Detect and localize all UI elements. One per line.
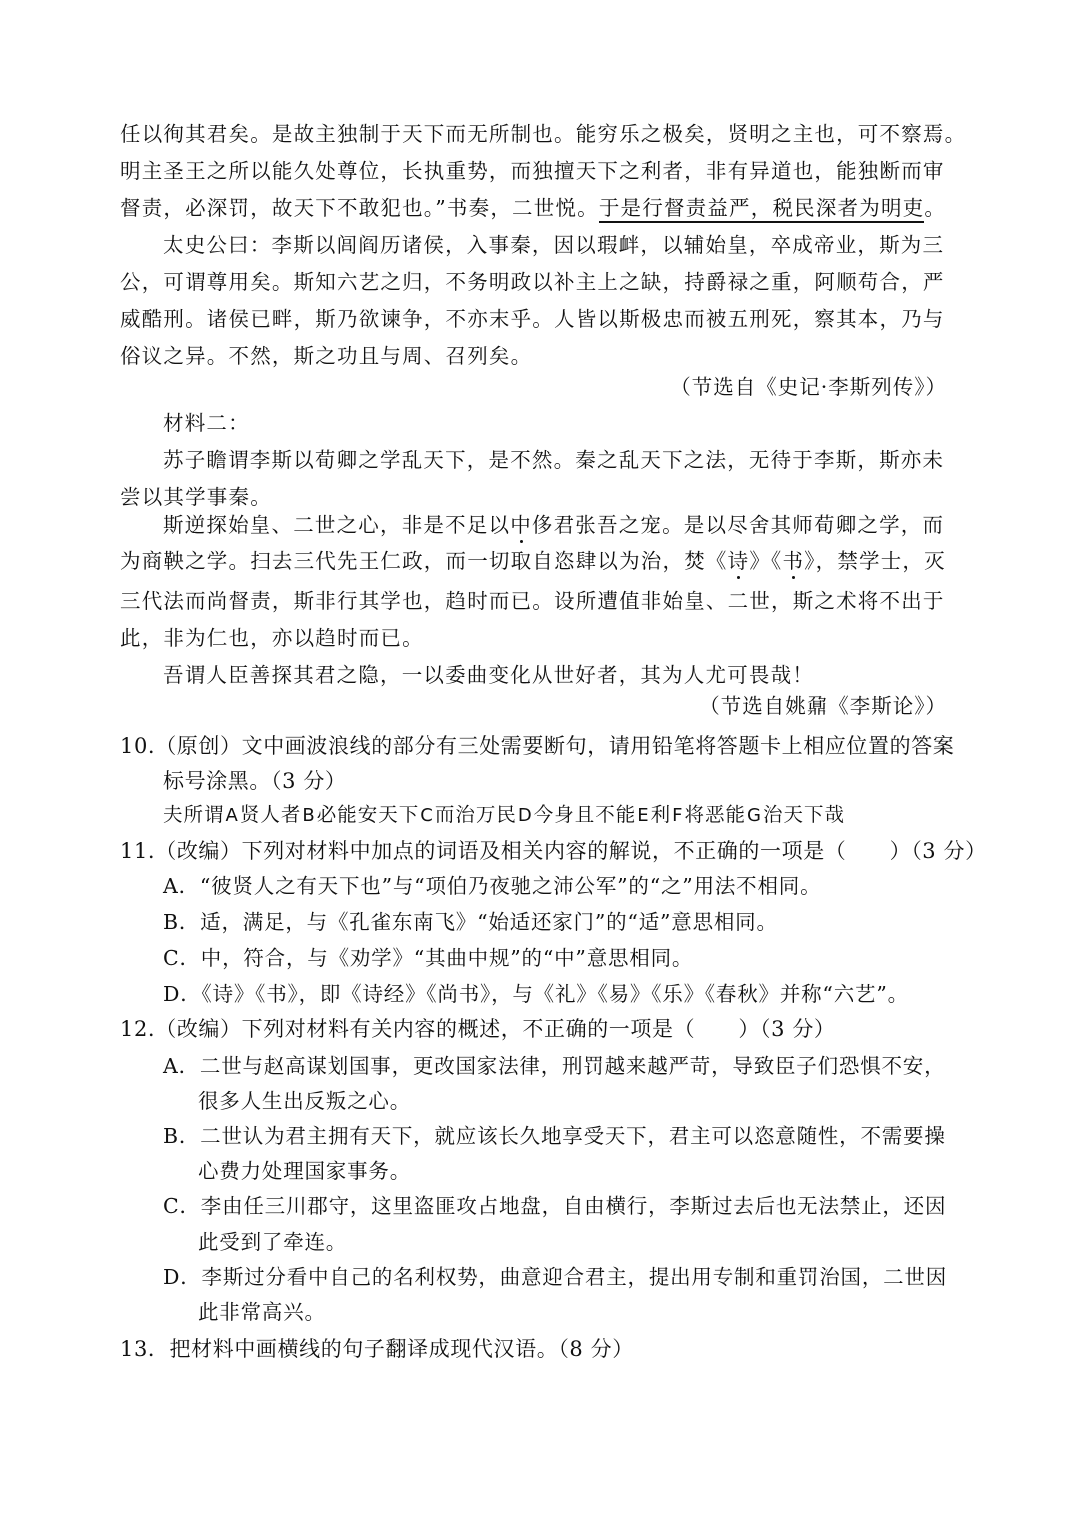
q13-stem: 13．把材料中画横线的句子翻译成现代汉语。（8 分）	[120, 1337, 634, 1361]
q10-segment: 贤人者	[239, 803, 302, 826]
material1-source: （节选自《史记·李斯列传》）	[670, 375, 947, 399]
dotted-word-zhong: 中	[510, 513, 532, 537]
dotted-word-shi: 诗	[727, 549, 750, 573]
q11-option-c[interactable]: C．中，符合，与《劝学》“其曲中规”的“中”意思相同。	[163, 946, 694, 970]
q10-stem-line1: 10.（原创）文中画波浪线的部分有三处需要断句，请用铅笔将答题卡上相应位置的答案	[120, 734, 955, 758]
q10-segment: 必能安天下	[316, 803, 420, 826]
text-span: 》，禁学士，灭	[804, 549, 946, 573]
material2-heading: 材料二：	[163, 411, 250, 435]
taishigong-line1: 太史公曰：李斯以闾阎历诸侯，入事秦，因以瑕衅，以辅始皇，卒成帝业，斯为三	[163, 233, 945, 257]
material2-p3: 吾谓人臣善探其君之隐，一以委曲变化从世好者，其为人尤可畏哉！	[163, 663, 814, 687]
material1-line1: 任以徇其君矣。是故主独制于天下而无所制也。能穷乐之极矣，贤明之主也，可不察焉。	[120, 122, 967, 146]
material2-source: （节选自姚鼐《李斯论》）	[699, 694, 947, 718]
q11-option-b[interactable]: B．适，满足，与《孔雀东南飞》“始适还家门”的“适”意思相同。	[163, 910, 778, 934]
q11-stem: 11.（改编）下列对材料中加点的词语及相关内容的解说，不正确的一项是（ ）（3 分）	[120, 839, 987, 863]
dotted-word-shu: 书	[782, 549, 805, 573]
q12-option-c[interactable]: C．李由任三川郡守，这里盗匪攻占地盘，自由横行，李斯过去后也无法禁止，还因	[163, 1194, 947, 1218]
q12-option-b[interactable]: B．二世认为君主拥有天下，就应该长久地享受天下，君主可以恣意随性，不需要操	[163, 1124, 946, 1148]
q12-option-a[interactable]: A．二世与赵高谋划国事，更改国家法律，刑罚越来越严苛，导致臣子们恐惧不安，	[163, 1054, 946, 1078]
material1-line3-end: 。	[924, 196, 947, 220]
material1-line2: 明主圣王之所以能久处尊位，长执重势，而独擅天下之利者，非有异道也，能独断而审	[120, 159, 945, 183]
break-mark-e[interactable]: E	[637, 805, 650, 826]
q12-option-b-cont: 心费力处理国家事务。	[198, 1159, 411, 1183]
material2-p1-line2: 尝以其学事秦。	[120, 485, 272, 509]
text-span: 斯逆探始皇、二世之心，非是不足以	[163, 513, 511, 537]
text-span: 为商鞅之学。扫去三代先王仁政，而一切取自恣肆以为治，焚《	[120, 549, 728, 573]
text-span: 侈君张吾之宠。是以尽舍其师荀卿之学，而	[531, 513, 945, 537]
break-mark-b[interactable]: B	[302, 805, 316, 826]
text-span: 》《	[749, 549, 783, 573]
q10-stem-line2: 标号涂黑。（3 分）	[163, 769, 347, 793]
break-mark-d[interactable]: D	[517, 805, 533, 826]
break-mark-f[interactable]: F	[672, 805, 684, 826]
underlined-sentence: 于是行督责益严，税民深者为明吏	[599, 196, 925, 223]
q12-option-c-cont: 此受到了牵连。	[198, 1230, 348, 1254]
q10-segment: 夫所谓	[163, 803, 225, 826]
material2-p1-line1: 苏子瞻谓李斯以荀卿之学乱天下，是不然。秦之乱天下之法，无待于李斯，斯亦未	[163, 448, 945, 472]
q11-option-d[interactable]: D．《诗》《书》，即《诗经》《尚书》，与《礼》《易》《乐》《春秋》并称“六艺”。	[163, 982, 909, 1006]
material2-p2-line3: 三代法而尚督责，斯非行其学也，趋时而已。设所遭值非始皇、二世，斯之术将不出于	[120, 589, 945, 613]
q10-sentence	[163, 801, 845, 830]
material1-line3-text: 督责，必深罚，故天下不敢犯也。”书奏，二世悦。	[120, 196, 599, 220]
material2-p2-line4: 此，非为仁也，亦以趋时而已。	[120, 626, 424, 650]
break-mark-c[interactable]: C	[420, 805, 434, 826]
taishigong-line3: 威酷刑。诸侯已畔，斯乃欲谏争，不亦末乎。人皆以斯极忠而被五刑死，察其本，乃与	[120, 307, 945, 331]
q10-segment: 利	[650, 803, 672, 826]
q12-option-d-cont: 此非常高兴。	[198, 1300, 326, 1324]
break-mark-g[interactable]: G	[746, 805, 762, 826]
q12-stem: 12.（改编）下列对材料有关内容的概述，不正确的一项是（ ）（3 分）	[120, 1017, 836, 1041]
material2-p2-line2	[120, 547, 946, 575]
q10-segment: 将恶能	[684, 803, 746, 826]
q10-segment: 而治万民	[434, 803, 517, 826]
q10-segment: 今身且不能	[533, 803, 637, 826]
q12-option-a-cont: 很多人生出反叛之心。	[198, 1089, 411, 1113]
taishigong-line4: 俗议之异。不然，斯之功且与周、召列矣。	[120, 344, 533, 368]
break-mark-a[interactable]: A	[225, 805, 239, 826]
q11-option-a[interactable]: A．“彼贤人之有天下也”与“项伯乃夜驰之沛公军”的“之”用法不相同。	[163, 874, 822, 898]
material1-line3	[120, 194, 946, 222]
q10-segment: 治天下哉	[762, 803, 845, 826]
material2-p2-line1	[163, 511, 944, 539]
taishigong-line2: 公，可谓尊用矣。斯知六艺之归，不务明政以补主上之缺，持爵禄之重，阿顺苟合，严	[120, 270, 945, 294]
q12-option-d[interactable]: D．李斯过分看中自己的名利权势，曲意迎合君主，提出用专制和重罚治国，二世因	[163, 1265, 948, 1289]
